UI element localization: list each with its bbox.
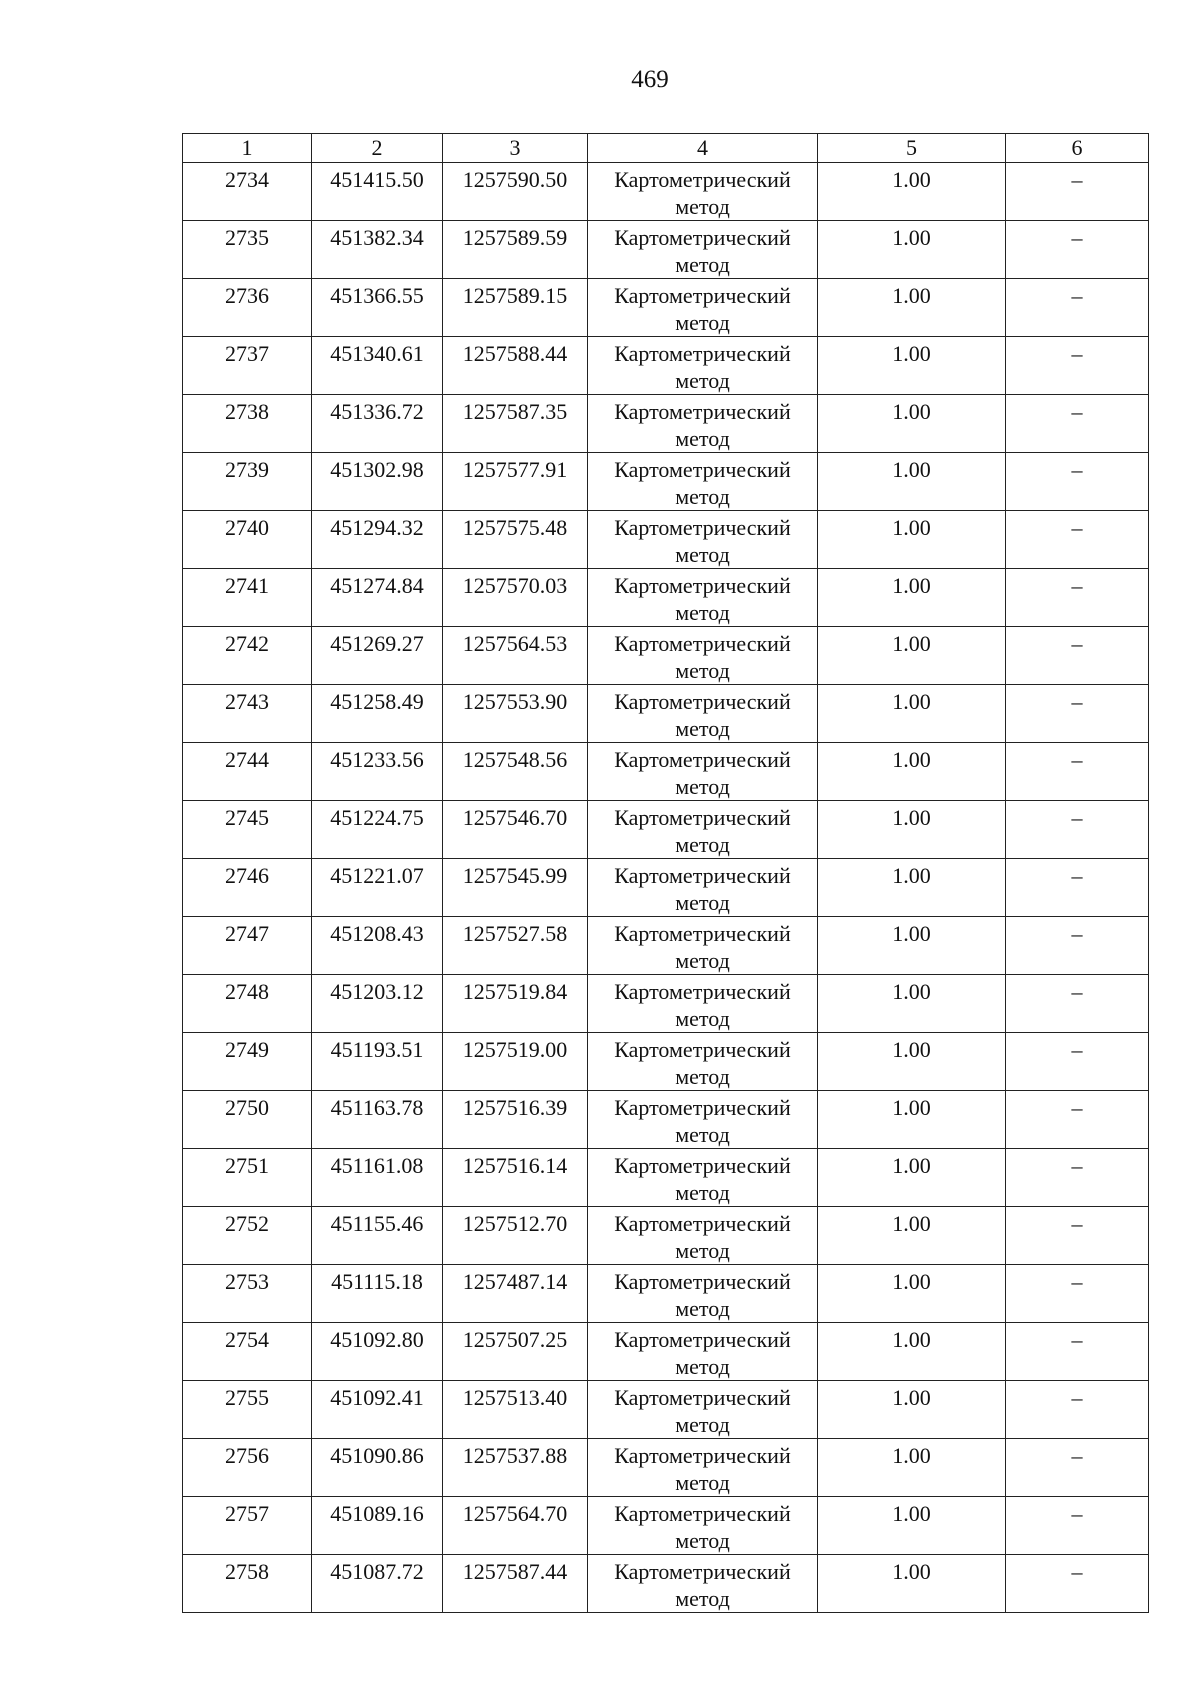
- method-cell: [588, 279, 818, 337]
- header-row: [183, 134, 1149, 163]
- method-line-2: метод: [675, 484, 730, 509]
- method-cell: [588, 859, 818, 917]
- method-line-2: метод: [675, 194, 730, 219]
- table-row: [183, 1207, 1149, 1265]
- y-coordinate-cell: 1257564.70: [443, 1497, 588, 1555]
- y-coordinate-cell: 1257546.70: [443, 801, 588, 859]
- method-line-1: Картометрический: [614, 515, 791, 540]
- point-number-cell: 2756: [183, 1439, 312, 1497]
- accuracy-cell: 1.00: [818, 743, 1006, 801]
- method-line-1: Картометрический: [614, 1153, 791, 1178]
- x-coordinate-cell: 451087.72: [312, 1555, 443, 1613]
- method-cell: [588, 1033, 818, 1091]
- note-cell: –: [1006, 221, 1149, 279]
- point-number-cell: 2739: [183, 453, 312, 511]
- table-row: [183, 1091, 1149, 1149]
- x-coordinate-cell: 451092.80: [312, 1323, 443, 1381]
- method-cell: [588, 685, 818, 743]
- y-coordinate-cell: 1257589.15: [443, 279, 588, 337]
- table-row: [183, 1497, 1149, 1555]
- x-coordinate-cell: 451090.86: [312, 1439, 443, 1497]
- point-number-cell: 2734: [183, 163, 312, 221]
- table-row: [183, 337, 1149, 395]
- y-coordinate-cell: 1257545.99: [443, 859, 588, 917]
- table-row: [183, 1323, 1149, 1381]
- header-col-1: 1: [183, 134, 312, 163]
- table-row: [183, 627, 1149, 685]
- note-cell: –: [1006, 1381, 1149, 1439]
- method-line-1: Картометрический: [614, 341, 791, 366]
- y-coordinate-cell: 1257519.00: [443, 1033, 588, 1091]
- note-cell: –: [1006, 801, 1149, 859]
- point-number-cell: 2735: [183, 221, 312, 279]
- point-number-cell: 2755: [183, 1381, 312, 1439]
- table-row: [183, 1439, 1149, 1497]
- method-cell: [588, 163, 818, 221]
- x-coordinate-cell: 451302.98: [312, 453, 443, 511]
- note-cell: –: [1006, 1439, 1149, 1497]
- method-line-1: Картометрический: [614, 225, 791, 250]
- method-line-1: Картометрический: [614, 1443, 791, 1468]
- note-cell: –: [1006, 1555, 1149, 1613]
- point-number-cell: 2750: [183, 1091, 312, 1149]
- y-coordinate-cell: 1257577.91: [443, 453, 588, 511]
- accuracy-cell: 1.00: [818, 1091, 1006, 1149]
- method-cell: [588, 1439, 818, 1497]
- y-coordinate-cell: 1257548.56: [443, 743, 588, 801]
- point-number-cell: 2752: [183, 1207, 312, 1265]
- method-line-2: метод: [675, 542, 730, 567]
- method-line-1: Картометрический: [614, 631, 791, 656]
- x-coordinate-cell: 451233.56: [312, 743, 443, 801]
- x-coordinate-cell: 451382.34: [312, 221, 443, 279]
- note-cell: –: [1006, 859, 1149, 917]
- point-number-cell: 2758: [183, 1555, 312, 1613]
- method-line-1: Картометрический: [614, 573, 791, 598]
- note-cell: –: [1006, 917, 1149, 975]
- method-line-2: метод: [675, 1006, 730, 1031]
- note-cell: –: [1006, 569, 1149, 627]
- y-coordinate-cell: 1257516.39: [443, 1091, 588, 1149]
- table-row: [183, 743, 1149, 801]
- x-coordinate-cell: 451269.27: [312, 627, 443, 685]
- method-line-2: метод: [675, 368, 730, 393]
- method-line-1: Картометрический: [614, 979, 791, 1004]
- method-line-2: метод: [675, 774, 730, 799]
- x-coordinate-cell: 451258.49: [312, 685, 443, 743]
- method-line-1: Картометрический: [614, 1269, 791, 1294]
- method-cell: [588, 1323, 818, 1381]
- note-cell: –: [1006, 1091, 1149, 1149]
- accuracy-cell: 1.00: [818, 569, 1006, 627]
- accuracy-cell: 1.00: [818, 221, 1006, 279]
- table-row: [183, 685, 1149, 743]
- note-cell: –: [1006, 279, 1149, 337]
- accuracy-cell: 1.00: [818, 1439, 1006, 1497]
- table-row: [183, 279, 1149, 337]
- note-cell: –: [1006, 685, 1149, 743]
- y-coordinate-cell: 1257575.48: [443, 511, 588, 569]
- method-line-2: метод: [675, 948, 730, 973]
- method-line-1: Картометрический: [614, 1211, 791, 1236]
- method-line-2: метод: [675, 426, 730, 451]
- method-line-1: Картометрический: [614, 921, 791, 946]
- x-coordinate-cell: 451208.43: [312, 917, 443, 975]
- table-row: [183, 917, 1149, 975]
- y-coordinate-cell: 1257527.58: [443, 917, 588, 975]
- method-line-1: Картометрический: [614, 457, 791, 482]
- header-col-4: 4: [588, 134, 818, 163]
- note-cell: –: [1006, 743, 1149, 801]
- method-cell: [588, 1381, 818, 1439]
- x-coordinate-cell: 451115.18: [312, 1265, 443, 1323]
- point-number-cell: 2751: [183, 1149, 312, 1207]
- method-line-2: метод: [675, 832, 730, 857]
- table-row: [183, 511, 1149, 569]
- accuracy-cell: 1.00: [818, 627, 1006, 685]
- method-cell: [588, 801, 818, 859]
- note-cell: –: [1006, 627, 1149, 685]
- x-coordinate-cell: 451274.84: [312, 569, 443, 627]
- accuracy-cell: 1.00: [818, 1323, 1006, 1381]
- page-number: 469: [631, 66, 669, 93]
- accuracy-cell: 1.00: [818, 395, 1006, 453]
- point-number-cell: 2747: [183, 917, 312, 975]
- x-coordinate-cell: 451294.32: [312, 511, 443, 569]
- x-coordinate-cell: 451340.61: [312, 337, 443, 395]
- method-line-2: метод: [675, 1122, 730, 1147]
- y-coordinate-cell: 1257516.14: [443, 1149, 588, 1207]
- accuracy-cell: 1.00: [818, 801, 1006, 859]
- y-coordinate-cell: 1257570.03: [443, 569, 588, 627]
- table-row: [183, 569, 1149, 627]
- method-line-1: Картометрический: [614, 863, 791, 888]
- method-line-2: метод: [675, 716, 730, 741]
- accuracy-cell: 1.00: [818, 859, 1006, 917]
- method-line-2: метод: [675, 252, 730, 277]
- note-cell: –: [1006, 511, 1149, 569]
- y-coordinate-cell: 1257513.40: [443, 1381, 588, 1439]
- accuracy-cell: 1.00: [818, 1555, 1006, 1613]
- accuracy-cell: 1.00: [818, 1207, 1006, 1265]
- table-row: [183, 163, 1149, 221]
- y-coordinate-cell: 1257588.44: [443, 337, 588, 395]
- x-coordinate-cell: 451203.12: [312, 975, 443, 1033]
- method-line-2: метод: [675, 310, 730, 335]
- table-row: [183, 1555, 1149, 1613]
- method-line-1: Картометрический: [614, 167, 791, 192]
- point-number-cell: 2736: [183, 279, 312, 337]
- header-col-3: 3: [443, 134, 588, 163]
- point-number-cell: 2746: [183, 859, 312, 917]
- table-row: [183, 1265, 1149, 1323]
- method-line-1: Картометрический: [614, 689, 791, 714]
- method-cell: [588, 1149, 818, 1207]
- note-cell: –: [1006, 1149, 1149, 1207]
- method-cell: [588, 975, 818, 1033]
- method-line-1: Картометрический: [614, 1501, 791, 1526]
- method-line-1: Картометрический: [614, 399, 791, 424]
- method-line-2: метод: [675, 1064, 730, 1089]
- x-coordinate-cell: 451415.50: [312, 163, 443, 221]
- method-line-2: метод: [675, 1296, 730, 1321]
- note-cell: –: [1006, 1033, 1149, 1091]
- header-col-6: 6: [1006, 134, 1149, 163]
- table-row: [183, 395, 1149, 453]
- method-line-2: метод: [675, 1238, 730, 1263]
- method-line-1: Картометрический: [614, 1327, 791, 1352]
- x-coordinate-cell: 451155.46: [312, 1207, 443, 1265]
- method-line-1: Картометрический: [614, 1037, 791, 1062]
- method-line-2: метод: [675, 600, 730, 625]
- method-line-2: метод: [675, 1470, 730, 1495]
- table-row: [183, 975, 1149, 1033]
- method-cell: [588, 569, 818, 627]
- method-line-2: метод: [675, 1354, 730, 1379]
- note-cell: –: [1006, 975, 1149, 1033]
- method-cell: [588, 1265, 818, 1323]
- accuracy-cell: 1.00: [818, 917, 1006, 975]
- note-cell: –: [1006, 395, 1149, 453]
- accuracy-cell: 1.00: [818, 511, 1006, 569]
- accuracy-cell: 1.00: [818, 337, 1006, 395]
- table-row: [183, 1033, 1149, 1091]
- note-cell: –: [1006, 337, 1149, 395]
- method-cell: [588, 1207, 818, 1265]
- method-line-2: метод: [675, 1412, 730, 1437]
- x-coordinate-cell: 451336.72: [312, 395, 443, 453]
- y-coordinate-cell: 1257537.88: [443, 1439, 588, 1497]
- accuracy-cell: 1.00: [818, 685, 1006, 743]
- x-coordinate-cell: 451161.08: [312, 1149, 443, 1207]
- point-number-cell: 2737: [183, 337, 312, 395]
- y-coordinate-cell: 1257553.90: [443, 685, 588, 743]
- accuracy-cell: 1.00: [818, 453, 1006, 511]
- point-number-cell: 2753: [183, 1265, 312, 1323]
- method-cell: [588, 221, 818, 279]
- x-coordinate-cell: 451089.16: [312, 1497, 443, 1555]
- accuracy-cell: 1.00: [818, 1033, 1006, 1091]
- method-line-1: Картометрический: [614, 1385, 791, 1410]
- method-cell: [588, 337, 818, 395]
- accuracy-cell: 1.00: [818, 1497, 1006, 1555]
- accuracy-cell: 1.00: [818, 975, 1006, 1033]
- table-row: [183, 453, 1149, 511]
- y-coordinate-cell: 1257507.25: [443, 1323, 588, 1381]
- table-row: [183, 221, 1149, 279]
- y-coordinate-cell: 1257590.50: [443, 163, 588, 221]
- header-col-2: 2: [312, 134, 443, 163]
- method-line-1: Картометрический: [614, 747, 791, 772]
- method-cell: [588, 1497, 818, 1555]
- accuracy-cell: 1.00: [818, 279, 1006, 337]
- method-cell: [588, 917, 818, 975]
- accuracy-cell: 1.00: [818, 1149, 1006, 1207]
- table-header: [183, 134, 1149, 163]
- x-coordinate-cell: 451224.75: [312, 801, 443, 859]
- method-line-1: Картометрический: [614, 283, 791, 308]
- x-coordinate-cell: 451366.55: [312, 279, 443, 337]
- method-line-2: метод: [675, 1586, 730, 1611]
- table-body: [183, 163, 1149, 1613]
- x-coordinate-cell: 451092.41: [312, 1381, 443, 1439]
- method-line-2: метод: [675, 658, 730, 683]
- note-cell: –: [1006, 163, 1149, 221]
- method-cell: [588, 1555, 818, 1613]
- point-number-cell: 2743: [183, 685, 312, 743]
- method-line-1: Картометрический: [614, 1559, 791, 1584]
- table-row: [183, 801, 1149, 859]
- table-row: [183, 859, 1149, 917]
- y-coordinate-cell: 1257512.70: [443, 1207, 588, 1265]
- y-coordinate-cell: 1257519.84: [443, 975, 588, 1033]
- method-cell: [588, 453, 818, 511]
- x-coordinate-cell: 451193.51: [312, 1033, 443, 1091]
- point-number-cell: 2742: [183, 627, 312, 685]
- note-cell: –: [1006, 1265, 1149, 1323]
- note-cell: –: [1006, 1497, 1149, 1555]
- method-cell: [588, 511, 818, 569]
- point-number-cell: 2745: [183, 801, 312, 859]
- method-line-1: Картометрический: [614, 1095, 791, 1120]
- method-cell: [588, 395, 818, 453]
- y-coordinate-cell: 1257587.35: [443, 395, 588, 453]
- y-coordinate-cell: 1257487.14: [443, 1265, 588, 1323]
- method-cell: [588, 1091, 818, 1149]
- x-coordinate-cell: 451163.78: [312, 1091, 443, 1149]
- method-cell: [588, 627, 818, 685]
- note-cell: –: [1006, 1323, 1149, 1381]
- point-number-cell: 2740: [183, 511, 312, 569]
- accuracy-cell: 1.00: [818, 1381, 1006, 1439]
- accuracy-cell: 1.00: [818, 163, 1006, 221]
- y-coordinate-cell: 1257587.44: [443, 1555, 588, 1613]
- method-line-1: Картометрический: [614, 805, 791, 830]
- method-line-2: метод: [675, 1180, 730, 1205]
- point-number-cell: 2757: [183, 1497, 312, 1555]
- x-coordinate-cell: 451221.07: [312, 859, 443, 917]
- y-coordinate-cell: 1257589.59: [443, 221, 588, 279]
- point-number-cell: 2738: [183, 395, 312, 453]
- accuracy-cell: 1.00: [818, 1265, 1006, 1323]
- point-number-cell: 2749: [183, 1033, 312, 1091]
- coordinates-table: [182, 133, 1149, 1613]
- point-number-cell: 2744: [183, 743, 312, 801]
- table-row: [183, 1381, 1149, 1439]
- method-line-2: метод: [675, 890, 730, 915]
- note-cell: –: [1006, 1207, 1149, 1265]
- point-number-cell: 2748: [183, 975, 312, 1033]
- method-cell: [588, 743, 818, 801]
- point-number-cell: 2741: [183, 569, 312, 627]
- table-row: [183, 1149, 1149, 1207]
- note-cell: –: [1006, 453, 1149, 511]
- y-coordinate-cell: 1257564.53: [443, 627, 588, 685]
- header-col-5: 5: [818, 134, 1006, 163]
- point-number-cell: 2754: [183, 1323, 312, 1381]
- method-line-2: метод: [675, 1528, 730, 1553]
